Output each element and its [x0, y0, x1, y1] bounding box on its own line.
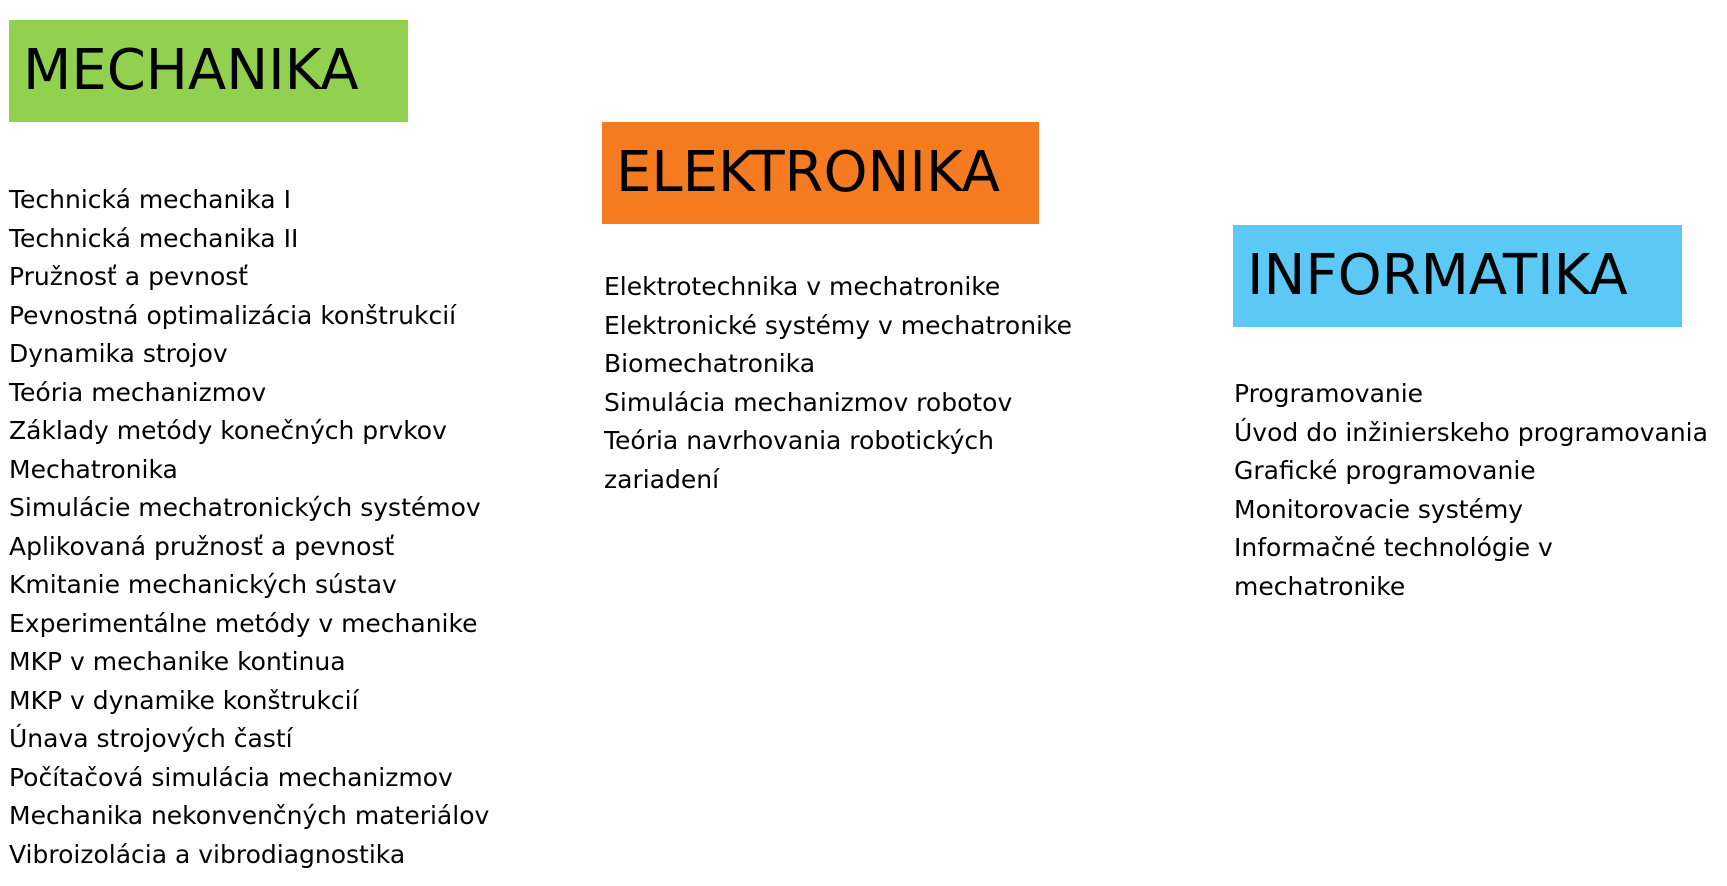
list-item: Elektrotechnika v mechatronike: [604, 272, 1001, 301]
list-item: Mechanika nekonvenčných materiálov: [9, 801, 490, 830]
heading-elektronika: ELEKTRONIKA: [602, 122, 1039, 224]
list-item: Grafické programovanie: [1234, 456, 1536, 485]
list-item: Kmitanie mechanických sústav: [9, 570, 397, 599]
list-item: Elektronické systémy v mechatronike: [604, 310, 1072, 340]
list-item: Technická mechanika I: [9, 185, 291, 214]
list-item: Pružnosť a pevnosť: [9, 262, 249, 291]
list-item: Informačné technológie v mechatronike: [1234, 533, 1553, 601]
list-item: Teória mechanizmov: [9, 377, 267, 407]
list-item: Dynamika strojov: [9, 339, 228, 368]
list-item: Biomechatronika: [604, 349, 816, 378]
heading-informatika: INFORMATIKA: [1233, 225, 1682, 327]
list-item: Počítačová simulácia mechanizmov: [9, 762, 453, 792]
list-item: Programovanie: [1234, 379, 1424, 408]
heading-mechanika: MECHANIKA: [9, 20, 408, 122]
list-item: Pevnostná optimalizácia konštrukcií: [9, 300, 457, 330]
list-item: Únava strojových častí: [9, 724, 293, 753]
list-item: Úvod do inžinierskeho programovania: [1234, 417, 1708, 447]
list-item: Simulácia mechanizmov robotov: [604, 387, 1013, 417]
course-list-elektronika: [604, 268, 1072, 499]
list-item: Mechatronika: [9, 454, 178, 484]
list-item: Simulácie mechatronických systémov: [9, 493, 481, 522]
list-item: Technická mechanika II: [9, 223, 299, 253]
list-item: Experimentálne metódy v mechanike: [9, 608, 478, 638]
course-list-informatika: [1234, 375, 1708, 606]
list-item: Aplikovaná pružnosť a pevnosť: [9, 531, 395, 561]
course-list-mechanika: [9, 181, 489, 874]
list-item: MKP v dynamike konštrukcií: [9, 685, 359, 715]
list-item: Monitorovacie systémy: [1234, 494, 1524, 524]
list-item: Základy metódy konečných prvkov: [9, 416, 447, 445]
list-item: Vibroizolácia a vibrodiagnostika: [9, 839, 406, 869]
list-item: MKP v mechanike kontinua: [9, 647, 346, 676]
list-item: Teória navrhovania robotických zariadení: [604, 426, 994, 494]
